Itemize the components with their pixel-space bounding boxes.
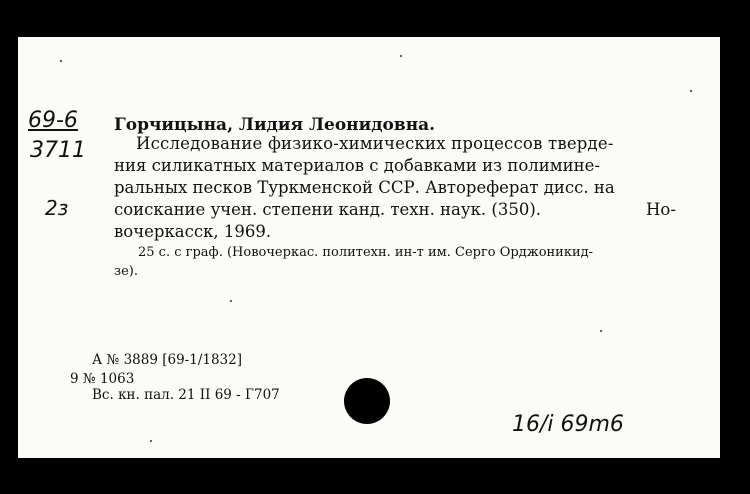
record-line-3: Вс. кн. пал. 21 II 69 - Г707 bbox=[92, 387, 280, 403]
title-line-4: соискание учен. степени канд. техн. наук. (350). bbox=[114, 200, 542, 219]
author-name: Горчицына, Лидия Леонидовна. bbox=[114, 115, 436, 135]
speck bbox=[400, 55, 402, 57]
speck bbox=[60, 60, 62, 62]
title-line-1: Исследование физико-химических процессов тверде- bbox=[136, 134, 614, 153]
title-line-4-end: Но- bbox=[646, 200, 676, 219]
speck bbox=[600, 330, 602, 332]
shelfmark-top: 69-6 bbox=[28, 108, 78, 133]
shelfmark-bottom: 3711 bbox=[30, 138, 86, 163]
speck bbox=[690, 90, 692, 92]
speck bbox=[230, 300, 232, 302]
handwritten-mark: 2з bbox=[45, 196, 69, 220]
handwritten-bottom-note: 16/i 69m6 bbox=[512, 412, 624, 437]
title-line-2: ния силикатных материалов с добавками из полимине- bbox=[114, 156, 600, 175]
pages-line-2: зе). bbox=[114, 264, 138, 279]
record-line-1: А № 3889 [69-1/1832] bbox=[92, 352, 242, 368]
title-line-5: вочеркасск, 1969. bbox=[114, 222, 272, 241]
pages-line-1: 25 с. с граф. (Новочеркас. политехн. ин-т им. Серго Орджоникид- bbox=[138, 245, 594, 260]
title-line-3: ральных песков Туркменской ССР. Автореферат дисс. на bbox=[114, 178, 615, 197]
speck bbox=[150, 440, 152, 442]
punch-hole bbox=[344, 378, 390, 424]
record-line-2: 9 № 1063 bbox=[70, 371, 135, 387]
